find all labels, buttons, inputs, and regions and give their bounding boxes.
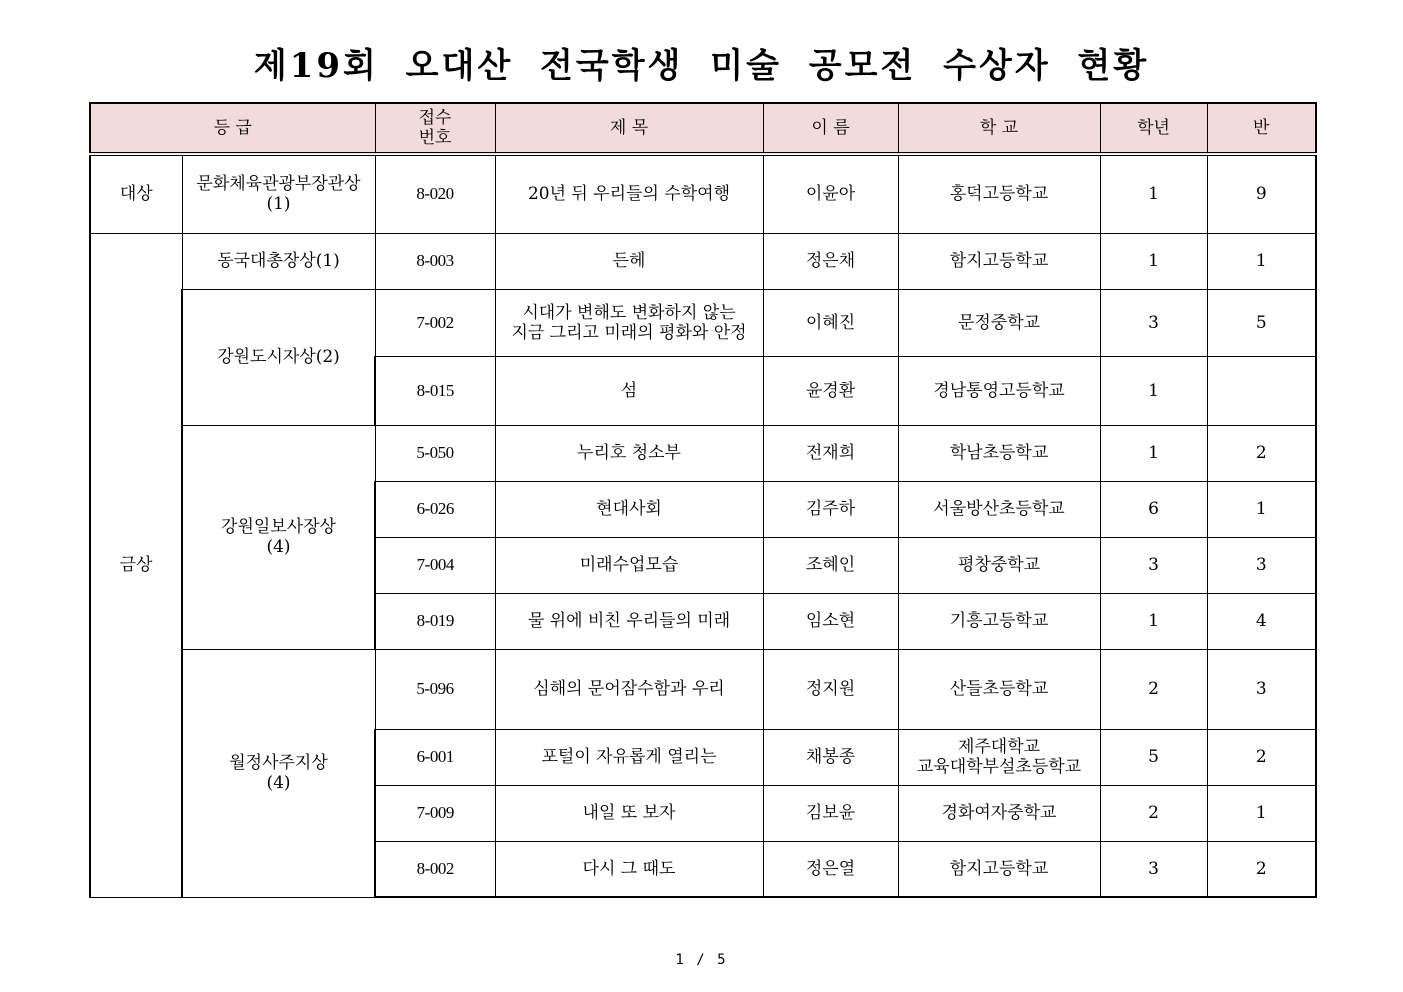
award-ministry-name: 문화체육관광부장관상: [196, 174, 361, 195]
class-number: 1: [1207, 785, 1316, 841]
work-title: 든헤: [495, 233, 763, 289]
award-ministry-count: (1): [266, 194, 291, 215]
student-name: 채봉종: [763, 729, 898, 785]
school-name: 학남초등학교: [898, 425, 1100, 481]
award-woljeongsa-count: (4): [266, 773, 291, 793]
award-woljeongsa: [182, 649, 375, 897]
school-name-line1: 제주대학교: [957, 737, 1041, 757]
header-name: 이 름: [763, 103, 898, 154]
work-title: [495, 289, 763, 356]
school-year: 2: [1100, 785, 1207, 841]
school-name: 산들초등학교: [898, 649, 1100, 729]
school-year: 2: [1100, 649, 1207, 729]
student-name: 정은열: [763, 841, 898, 897]
entry-number: 8-020: [375, 154, 495, 233]
school-name: 기흥고등학교: [898, 593, 1100, 649]
school-year: 5: [1100, 729, 1207, 785]
table-row: [90, 233, 1316, 289]
class-number: 1: [1207, 233, 1316, 289]
work-title: 포털이 자유롭게 열리는: [495, 729, 763, 785]
school-name: [898, 729, 1100, 785]
work-title: 현대사회: [495, 481, 763, 537]
student-name: 이혜진: [763, 289, 898, 356]
school-year: 6: [1100, 481, 1207, 537]
school-year: 1: [1100, 593, 1207, 649]
header-year: 학년: [1100, 103, 1207, 154]
student-name: 김주하: [763, 481, 898, 537]
award-gangwon-ilbo-count: (4): [266, 537, 291, 557]
table-row: [90, 425, 1316, 481]
awards-table: [89, 102, 1317, 898]
school-year: 3: [1100, 841, 1207, 897]
grade-geumsang: 금상: [90, 233, 182, 897]
header-number: [375, 103, 495, 154]
entry-number: 5-050: [375, 425, 495, 481]
table-row: [90, 154, 1316, 233]
award-woljeongsa-name: 월정사주지상: [229, 753, 328, 773]
class-number: 2: [1207, 729, 1316, 785]
class-number: 4: [1207, 593, 1316, 649]
school-name: 함지고등학교: [898, 233, 1100, 289]
work-title: 20년 뒤 우리들의 수학여행: [495, 154, 763, 233]
header-row: [90, 103, 1316, 154]
header-grade: 등 급: [90, 103, 375, 154]
award-gangwon-city: 강원도시자상(2): [182, 289, 375, 425]
award-ministry: [182, 154, 375, 233]
school-name: 함지고등학교: [898, 841, 1100, 897]
class-number: 2: [1207, 425, 1316, 481]
table-row: [90, 649, 1316, 729]
entry-number: 7-002: [375, 289, 495, 356]
entry-number: 6-026: [375, 481, 495, 537]
award-dongguk: 동국대총장상(1): [182, 233, 375, 289]
class-number: 1: [1207, 481, 1316, 537]
header-number-line1: 접수: [418, 108, 452, 128]
student-name: 임소현: [763, 593, 898, 649]
entry-number: 5-096: [375, 649, 495, 729]
work-title: 다시 그 때도: [495, 841, 763, 897]
school-year: 1: [1100, 425, 1207, 481]
work-title: 섬: [495, 356, 763, 425]
student-name: 정지원: [763, 649, 898, 729]
student-name: 전재희: [763, 425, 898, 481]
work-title-line2: 지금 그리고 미래의 평화와 안정: [511, 322, 747, 343]
class-number: [1207, 356, 1316, 425]
work-title: 내일 또 보자: [495, 785, 763, 841]
header-school: 학 교: [898, 103, 1100, 154]
school-year: 3: [1100, 289, 1207, 356]
header-number-line2: 번호: [418, 128, 452, 148]
page-number: 1 / 5: [675, 952, 728, 968]
school-name: 경화여자중학교: [898, 785, 1100, 841]
school-year: 1: [1100, 154, 1207, 233]
entry-number: 6-001: [375, 729, 495, 785]
entry-number: 8-019: [375, 593, 495, 649]
class-number: 5: [1207, 289, 1316, 356]
school-name: 문정중학교: [898, 289, 1100, 356]
entry-number: 8-003: [375, 233, 495, 289]
school-year: 3: [1100, 537, 1207, 593]
class-number: 3: [1207, 537, 1316, 593]
student-name: 김보윤: [763, 785, 898, 841]
header-title: 제 목: [495, 103, 763, 154]
entry-number: 8-002: [375, 841, 495, 897]
school-year: 1: [1100, 233, 1207, 289]
school-name: 홍덕고등학교: [898, 154, 1100, 233]
class-number: 2: [1207, 841, 1316, 897]
entry-number: 8-015: [375, 356, 495, 425]
school-name-line2: 교육대학부설초등학교: [916, 757, 1082, 777]
school-name: 평창중학교: [898, 537, 1100, 593]
student-name: 윤경환: [763, 356, 898, 425]
header-class: 반: [1207, 103, 1316, 154]
school-name: 경남통영고등학교: [898, 356, 1100, 425]
student-name: 정은채: [763, 233, 898, 289]
work-title: 심해의 문어잠수함과 우리: [495, 649, 763, 729]
entry-number: 7-009: [375, 785, 495, 841]
class-number: 3: [1207, 649, 1316, 729]
award-gangwon-ilbo: [182, 425, 375, 649]
page-title: 제19회 오대산 전국학생 미술 공모전 수상자 현황: [253, 46, 1150, 86]
work-title: 미래수업모습: [495, 537, 763, 593]
work-title-line1: 시대가 변해도 변화하지 않는: [522, 302, 736, 323]
table-row: [90, 289, 1316, 356]
school-name: 서울방산초등학교: [898, 481, 1100, 537]
work-title: 누리호 청소부: [495, 425, 763, 481]
grade-daesang: 대상: [90, 154, 182, 233]
student-name: 이윤아: [763, 154, 898, 233]
class-number: 9: [1207, 154, 1316, 233]
entry-number: 7-004: [375, 537, 495, 593]
award-gangwon-ilbo-name: 강원일보사장상: [221, 517, 336, 537]
student-name: 조혜인: [763, 537, 898, 593]
school-year: 1: [1100, 356, 1207, 425]
work-title: 물 위에 비친 우리들의 미래: [495, 593, 763, 649]
